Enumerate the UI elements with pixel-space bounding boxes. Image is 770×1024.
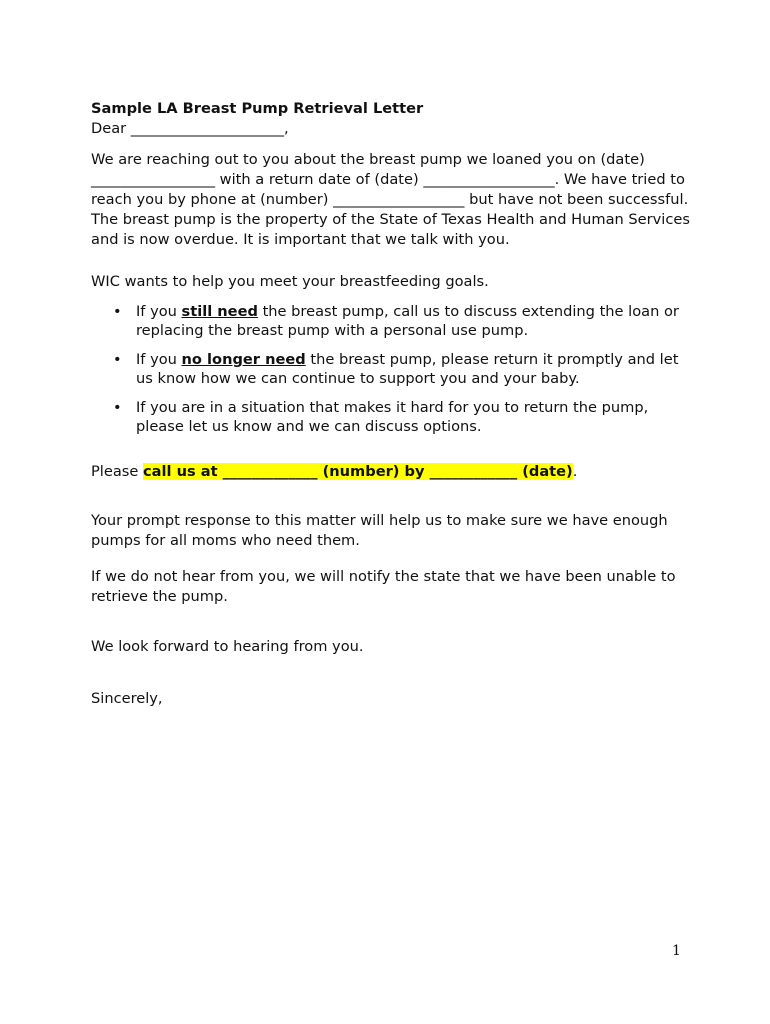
bullet-text-before: If you — [136, 351, 182, 368]
list-item — [91, 350, 691, 388]
bullet-icon: • — [113, 351, 122, 368]
paragraph-look-forward: We look forward to hearing from you. — [91, 638, 364, 655]
bullet-text: If you are in a situation that makes it hard for you to return the pump, please let us know and we can discuss options. — [136, 399, 649, 435]
emphasis-still-need: still need — [181, 303, 258, 320]
cta-suffix: . — [572, 463, 578, 480]
paragraph-prompt-response: Your prompt response to this matter will help us to make sure we have enough pumps for all moms who need them. — [91, 512, 668, 549]
emphasis-no-longer-need: no longer need — [181, 351, 306, 368]
paragraph-notify-state: If we do not hear from you, we will notify the state that we have been unable to retrieve the pump. — [91, 568, 676, 605]
bullet-icon: • — [113, 303, 122, 320]
letter-title: Sample LA Breast Pump Retrieval Letter — [91, 100, 424, 117]
cta-prefix: Please — [91, 463, 143, 480]
call-to-action — [91, 462, 691, 482]
list-item — [91, 398, 691, 436]
letter-body — [91, 99, 691, 709]
bullet-text-after: the breast pump, please return it promptly and let us know how we can continue to support you and your baby. — [136, 351, 679, 387]
salutation: Dear _____________________, — [91, 120, 289, 137]
bullet-text-after: the breast pump, call us to discuss extending the loan or replacing the breast pump with a personal use pump. — [136, 303, 679, 339]
paragraph-wic-goals: WIC wants to help you meet your breastfeeding goals. — [91, 273, 489, 290]
paragraph-outreach: We are reaching out to you about the breast pump we loaned you on (date) _________________ with a return date of (date) __________________. We have tried to reach you by phone at (number) __________________ but have not been successful. The breast pump is the property of the State of Texas Health and Human Services and is now overdue. It is important that we talk with you. — [91, 151, 690, 248]
cta-highlight: call us at _____________ (number) by ____________ (date) — [143, 463, 573, 480]
page-number: 1 — [672, 943, 681, 959]
closing: Sincerely, — [91, 690, 163, 707]
list-item — [91, 302, 691, 340]
bullet-text-before: If you — [136, 303, 182, 320]
bullet-icon: • — [113, 399, 122, 416]
options-list — [91, 302, 691, 436]
